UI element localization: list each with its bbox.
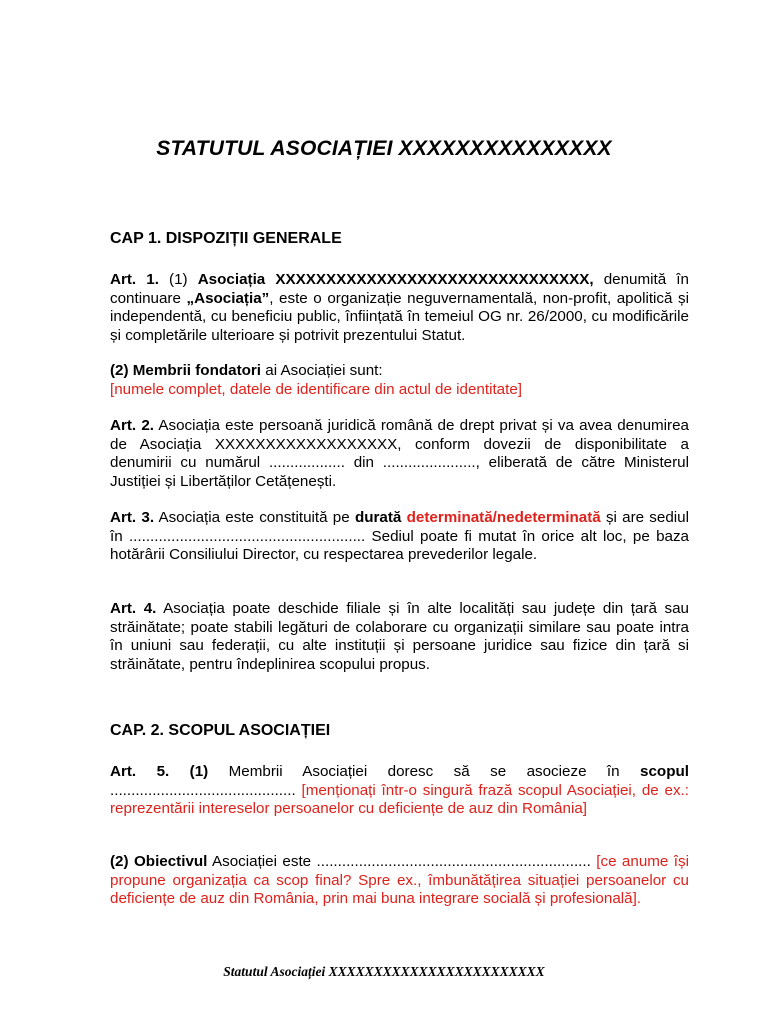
article-2-text: Asociația este persoană juridică română de drept privat și va avea denumirea de Asociația XXXXXXXXXXXXXXXXXX, conform dovezii de disponibilitate a denumirii cu numărul .................. din ......................, eliberată de către Ministerul Justiției și Libertăților Cetățenești. (110, 417, 689, 490)
chapter-2-heading: CAP. 2. SCOPUL ASOCIAȚIEI (110, 722, 331, 739)
article-5-text-a: Membrii Asociației doresc să se asocieze în (228, 763, 620, 780)
article-1-number: (1) (169, 271, 188, 288)
article-1-paragraph (110, 271, 689, 345)
page-footer: Statutul Asociației XXXXXXXXXXXXXXXXXXXXXXXX (223, 964, 545, 979)
article-1-text-b: , este o organizație neguvernamentală, non-profit, apolitică și independentă, cu beneficiu public, înființată în temeiul OG nr. 26/2000, cu modificările și completările ulterioare și potrivit prezentului Statut. (110, 289, 689, 344)
article-2-paragraph (110, 417, 689, 491)
article-1-text-a: denumită în continuare (110, 271, 689, 307)
article-2-label: Art. 2. (110, 417, 155, 434)
association-name: Asociația XXXXXXXXXXXXXXXXXXXXXXXXXXXXXXX, (197, 271, 594, 288)
purpose-label: scopul (640, 763, 689, 780)
purpose-red-note: [menționați într-o singură frază scopul Asociației, de ex.: reprezentării intereselor persoanelor cu deficiențe de auz din România] (110, 781, 689, 817)
article-5-label: Art. 5. (1) (110, 763, 209, 780)
article-4-label: Art. 4. (110, 600, 157, 617)
chapter-1-heading: CAP 1. DISPOZIȚII GENERALE (110, 230, 342, 247)
purpose-dots: ............................................ (110, 781, 296, 799)
document-title: STATUTUL ASOCIAȚIEI XXXXXXXXXXXXXXX (156, 137, 612, 160)
article-5-paragraph (110, 763, 689, 819)
article-5-objective-paragraph (110, 853, 689, 909)
article-3-label: Art. 3. (110, 509, 155, 526)
article-3-text-b: și are sediul în ........................................................ Sediul poate fi mutat în orice alt loc, pe baza hotărârii Consiliului Director, cu respectarea prevederilor legale. (110, 509, 689, 563)
duration-red-option: determinată/nedeterminată (406, 509, 601, 526)
founders-red-note: [numele complet, datele de identificare din actul de identitate] (110, 380, 523, 398)
founders-text: ai Asociației sunt: (265, 362, 383, 379)
objective-red-note: [ce anume își propune organizația ca scop final? Spre ex., îmbunătățirea situației persoanelor cu deficiențe de auz din România, prin mai buna integrare socială și profesională]. (110, 853, 689, 907)
article-3-text-a: Asociația este constituită pe (158, 509, 350, 526)
article-1-label: Art. 1. (110, 271, 159, 288)
objective-label: (2) Obiectivul (110, 853, 208, 870)
association-alias: „Asociația” (186, 289, 270, 307)
article-1-founders-paragraph (110, 362, 689, 399)
founders-label: (2) Membrii fondatori (110, 362, 262, 379)
article-4-paragraph (110, 600, 689, 674)
duration-label: durată (354, 509, 402, 526)
article-4-text: Asociația poate deschide filiale și în alte localități sau județe din țară sau străinătate; poate stabili legături de colaborare cu organizații similare sau poate intra în uniuni sau federații, cu alte instituții și persoane juridice sau fizice din țară si străinătate, pentru îndeplinirea scopului propus. (110, 600, 689, 673)
objective-text: Asociației este ................................................................. (212, 853, 591, 870)
article-3-paragraph (110, 509, 689, 565)
